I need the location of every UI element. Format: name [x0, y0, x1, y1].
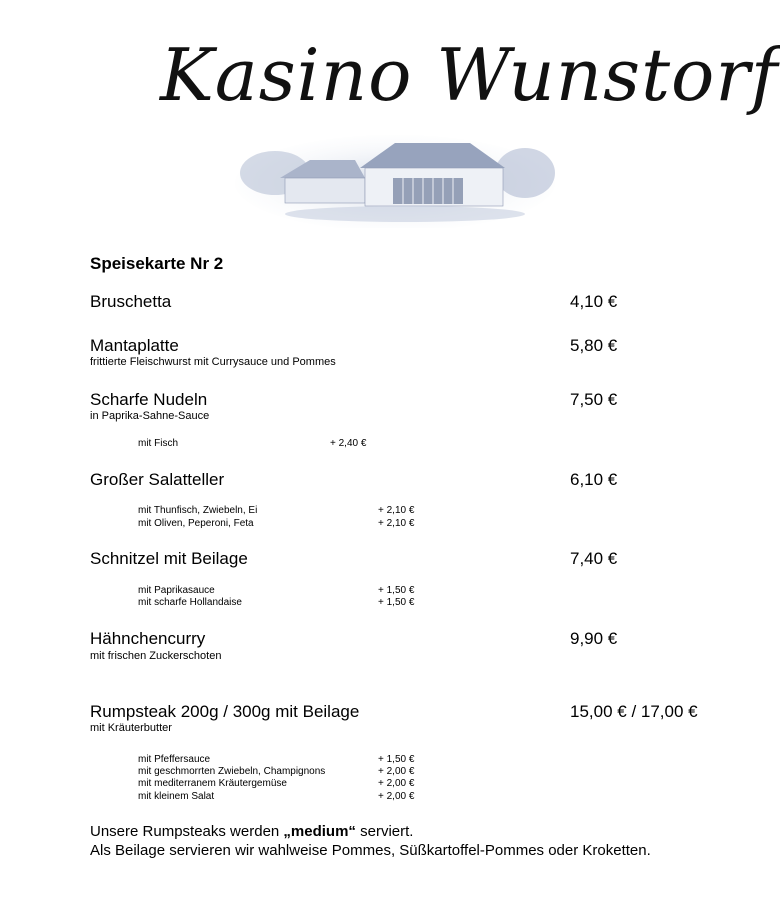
- item-desc-haehnchencurry: mit frischen Zuckerschoten: [90, 650, 222, 662]
- item-name-scharfe-nudeln: Scharfe Nudeln: [90, 390, 208, 409]
- item-desc-mantaplatte: frittierte Fleischwurst mit Currysauce und Pommes: [90, 356, 336, 368]
- item-name-bruschetta: Bruschetta: [90, 292, 172, 311]
- footer-line-1: [90, 822, 651, 841]
- item-price-haehnchencurry: 9,90 €: [570, 629, 618, 648]
- option-label: mit geschmorrten Zwiebeln, Champignons: [138, 766, 326, 777]
- option-label: mit Fisch: [138, 438, 178, 449]
- option-label: mit scharfe Hollandaise: [138, 597, 242, 608]
- item-name-mantaplatte: Mantaplatte: [90, 336, 179, 355]
- option-price: + 2,10 €: [378, 518, 415, 529]
- option-label: mit Paprikasauce: [138, 585, 215, 596]
- footer-line-2: Als Beilage servieren wir wahlweise Pommes, Süßkartoffel-Pommes oder Kroketten.: [90, 842, 651, 859]
- option-price: + 2,10 €: [378, 505, 415, 516]
- item-name-haehnchencurry: Hähnchencurry: [90, 629, 206, 648]
- option-label: mit mediterranem Kräutergemüse: [138, 778, 287, 789]
- option-price: + 2,00 €: [378, 766, 415, 777]
- footer-note: [90, 822, 651, 860]
- item-price-bruschetta: 4,10 €: [570, 292, 618, 311]
- item-price-mantaplatte: 5,80 €: [570, 336, 618, 355]
- item-price-schnitzel: 7,40 €: [570, 549, 618, 568]
- footer-line-1-pre: Unsere Rumpsteaks werden: [90, 823, 284, 840]
- logo: Kasino Wunstorf: [160, 33, 779, 117]
- option-label: mit Pfeffersauce: [138, 754, 211, 765]
- option-price: + 2,00 €: [378, 791, 415, 802]
- item-name-salatteller: Großer Salatteller: [90, 470, 225, 489]
- option-price: + 2,40 €: [330, 438, 367, 449]
- building-illustration: [235, 128, 555, 228]
- option-label: mit Thunfisch, Zwiebeln, Ei: [138, 505, 258, 516]
- option-price: + 2,00 €: [378, 778, 415, 789]
- option-price: + 1,50 €: [378, 585, 415, 596]
- footer-line-1-post: serviert.: [355, 823, 414, 840]
- item-desc-rumpsteak: mit Kräuterbutter: [90, 722, 172, 734]
- item-name-rumpsteak: Rumpsteak 200g / 300g mit Beilage: [90, 702, 360, 721]
- option-label: mit kleinem Salat: [138, 791, 215, 802]
- item-price-scharfe-nudeln: 7,50 €: [570, 390, 618, 409]
- item-desc-scharfe-nudeln: in Paprika-Sahne-Sauce: [90, 410, 210, 422]
- option-label: mit Oliven, Peperoni, Feta: [138, 518, 254, 529]
- item-name-schnitzel: Schnitzel mit Beilage: [90, 549, 248, 568]
- option-price: + 1,50 €: [378, 754, 415, 765]
- footer-medium: „medium“: [283, 823, 356, 840]
- item-price-salatteller: 6,10 €: [570, 470, 618, 489]
- item-price-rumpsteak: 15,00 € / 17,00 €: [570, 702, 698, 721]
- menu-heading: Speisekarte Nr 2: [90, 254, 224, 273]
- option-price: + 1,50 €: [378, 597, 415, 608]
